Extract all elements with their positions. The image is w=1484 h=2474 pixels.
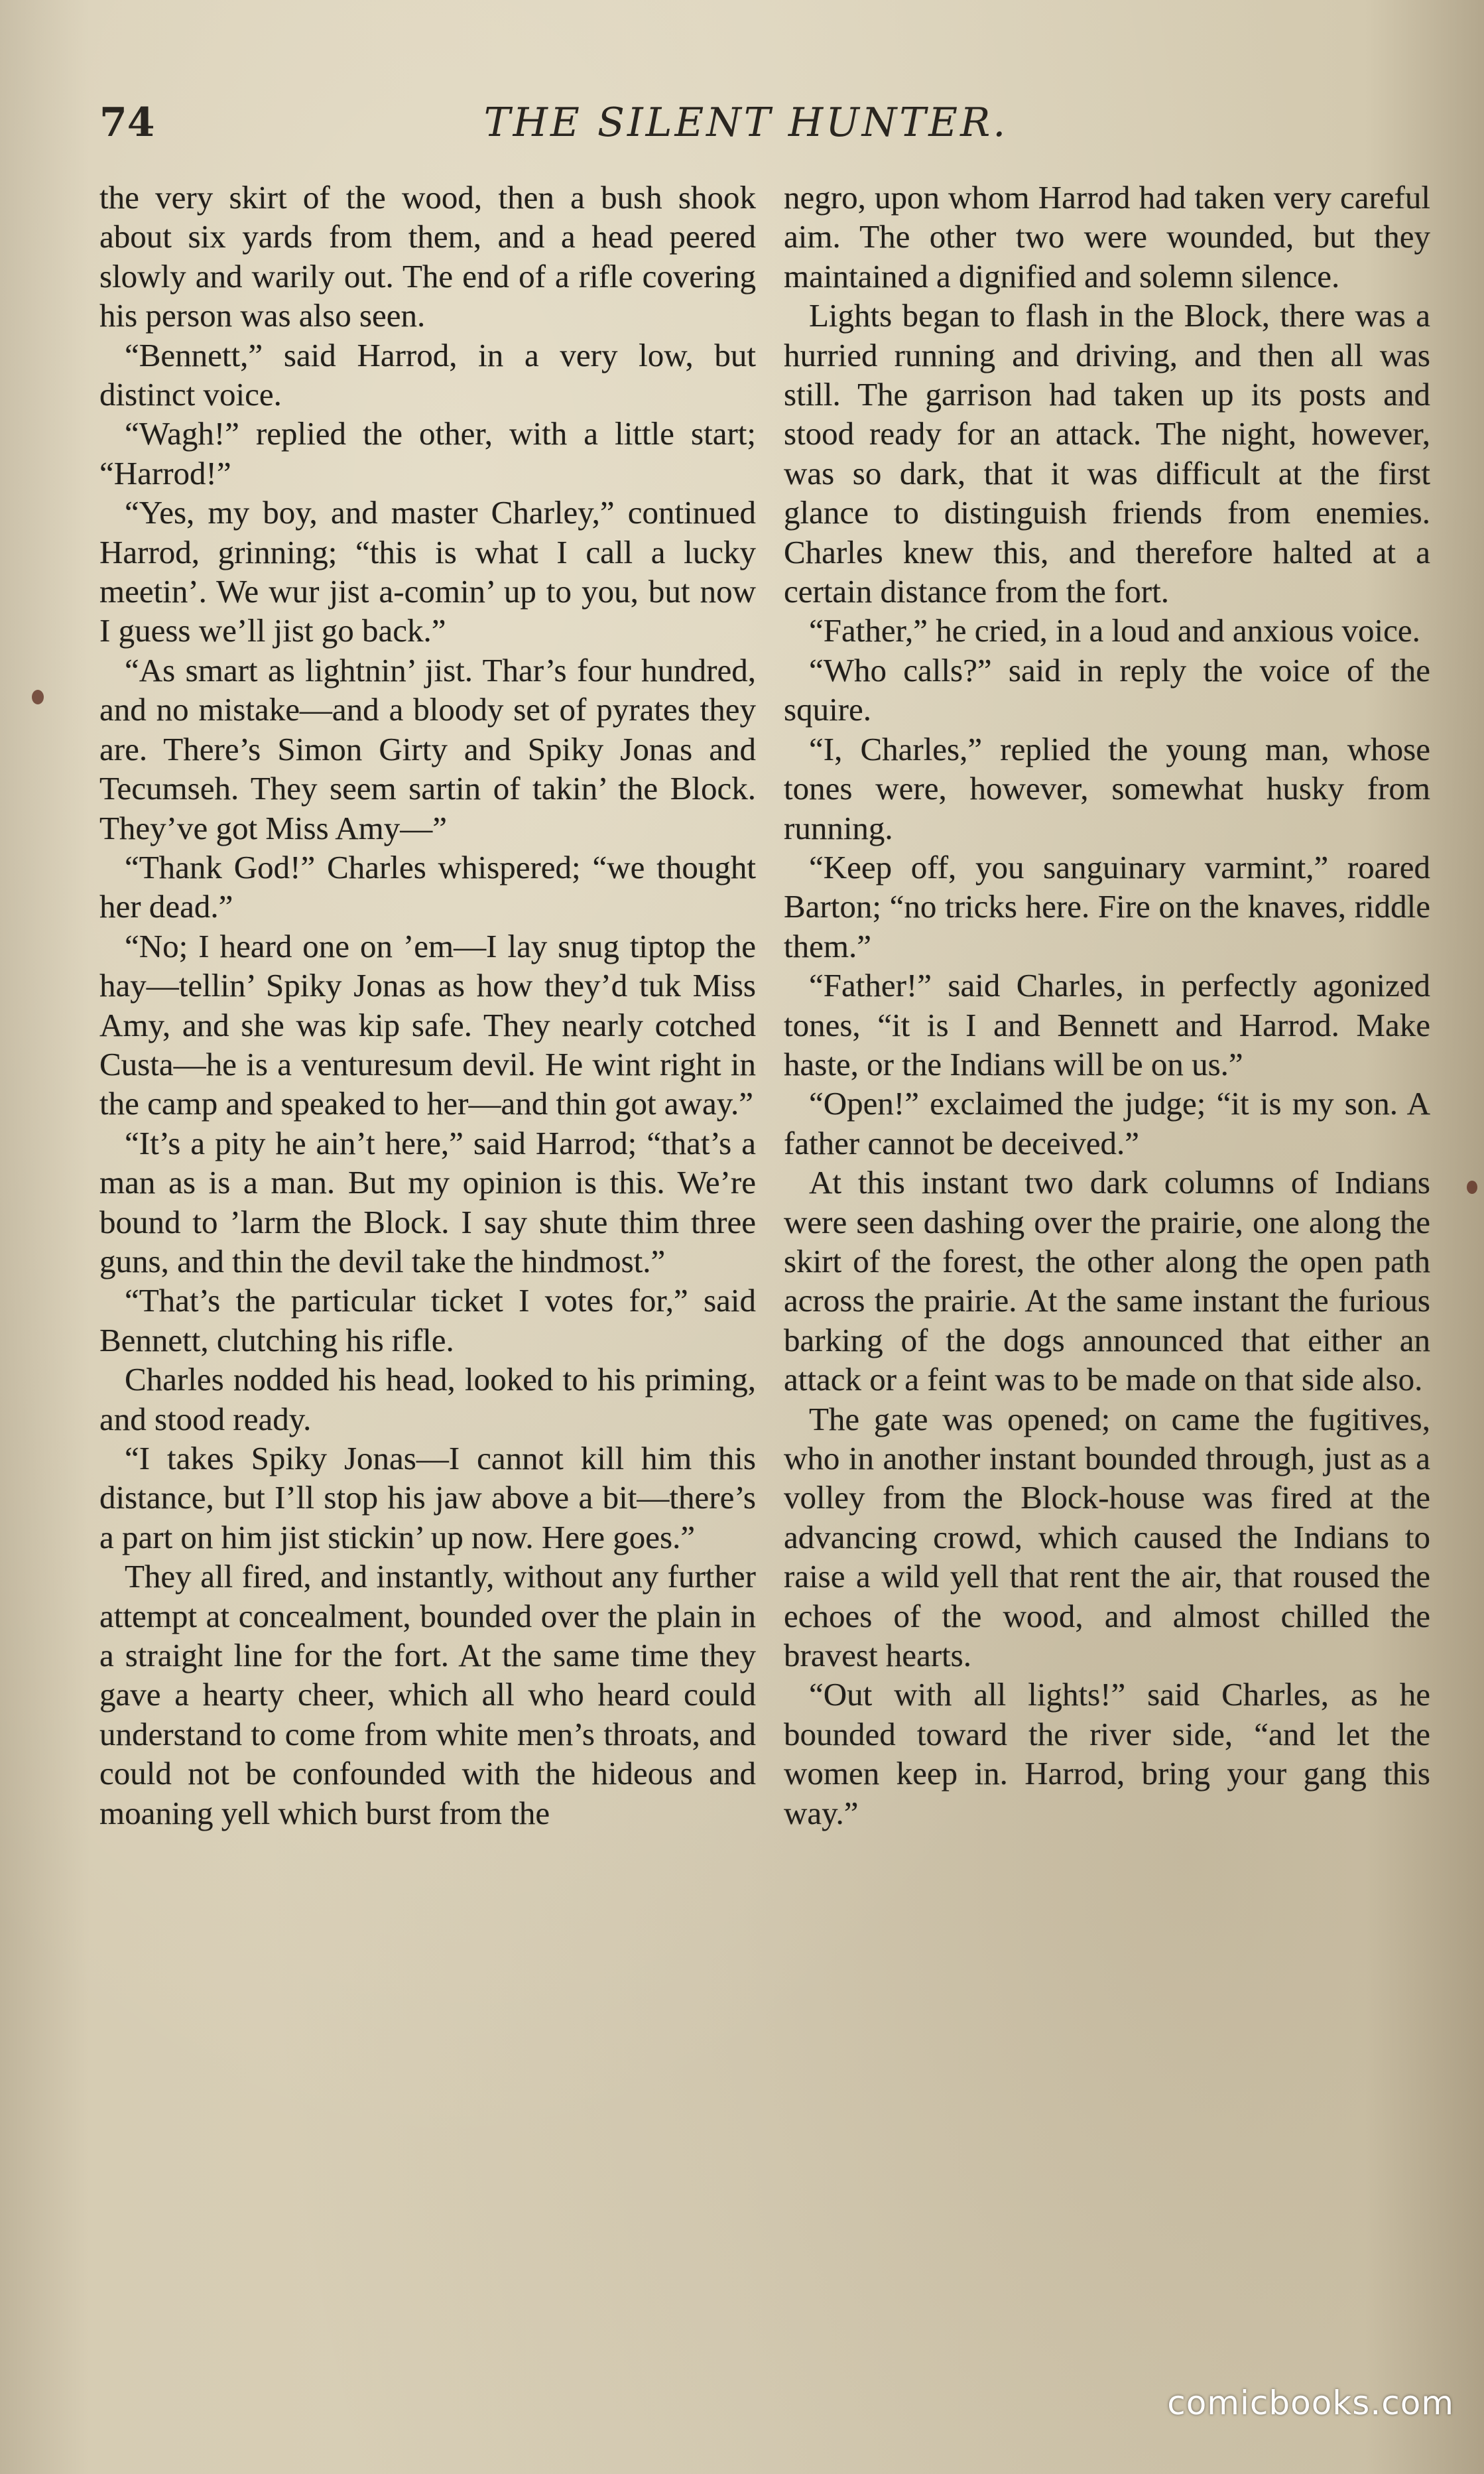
left-column bbox=[99, 178, 756, 1833]
paragraph: “Out with all lights!” said Charles, as he bounded toward the river side, “and let the women keep in. Harrod, bring your gang this way.” bbox=[784, 1676, 1430, 1831]
paragraph: “I takes Spiky Jonas—I cannot kill him this distance, but I’ll stop his jaw above a bit—there’s a part on him jist stickin’ up now. Here goes.” bbox=[99, 1440, 756, 1555]
paragraph: negro, upon whom Harrod had taken very careful aim. The other two were wounded, but they maintained a dignified and solemn silence. bbox=[784, 179, 1430, 294]
paragraph: “It’s a pity he ain’t here,” said Harrod; “that’s a man as is a man. But my opinion is this. We’re bound to ’larm the Block. I say shute thim three guns, and thin the devil take the hindmost.” bbox=[99, 1124, 756, 1279]
paragraph: “As smart as lightnin’ jist. Thar’s four hundred, and no mistake—and a bloody set of pyrates they are. There’s Simon Girty and Spiky Jonas and Tecumseh. They seem sartin of takin’ the Block. They’ve got Miss Amy—” bbox=[99, 651, 756, 846]
paragraph: Charles nodded his head, looked to his priming, and stood ready. bbox=[99, 1361, 756, 1437]
paragraph: the very skirt of the wood, then a bush shook about six yards from them, and a head peered slowly and warily out. The end of a rifle covering his person was also seen. bbox=[99, 179, 756, 334]
paragraph: “Bennett,” said Harrod, in a very low, but distinct voice. bbox=[99, 336, 756, 413]
paragraph: “Thank God!” Charles whispered; “we thought her dead.” bbox=[99, 848, 756, 925]
page-header bbox=[99, 99, 1392, 153]
paragraph: The gate was opened; on came the fugitives, who in another instant bounded through, just as a volley from the Block-house was fired at the advancing crowd, which caused the Indians to raise a wild yell that rent the air, that roused the echoes of the wood, and almost chilled the bravest hearts. bbox=[784, 1400, 1430, 1674]
running-title: THE SILENT HUNTER. bbox=[483, 99, 1009, 146]
paragraph: “I, Charles,” replied the young man, whose tones were, however, somewhat husky from running. bbox=[784, 730, 1430, 846]
paragraph: “Father!” said Charles, in perfectly agonized tones, “it is I and Bennett and Harrod. Make haste, or the Indians will be on us.” bbox=[784, 967, 1430, 1082]
paragraph: At this instant two dark columns of Indians were seen dashing over the prairie, one along the skirt of the forest, the other along the open path across the prairie. At the same instant the furious barking of the dogs announced that either an attack or a feint was to be made on that side also. bbox=[784, 1164, 1430, 1398]
paragraph: Lights began to flash in the Block, there was a hurried running and driving, and then all was still. The garrison had taken up its posts and stood ready for an attack. The night, however, was so dark, that it was difficult at the first glance to distinguish friends from enemies. Charles knew this, and therefore halted at a certain distance from the fort. bbox=[784, 297, 1430, 610]
paragraph: “Wagh!” replied the other, with a little start; “Harrod!” bbox=[99, 415, 756, 491]
paragraph: “No; I heard one on ’em—I lay snug tiptop the hay—tellin’ Spiky Jonas as how they’d tuk Miss Amy, and she was kip safe. They nearly cotched Custa—he is a venturesum devil. He wint right in the camp and speaked to her—and thin got away.” bbox=[99, 927, 756, 1122]
paragraph: “Yes, my boy, and master Charley,” continued Harrod, grinning; “this is what I call a lucky meetin’. We wur jist a-comin’ up to you, but now I guess we’ll jist go back.” bbox=[99, 494, 756, 649]
paragraph: “Open!” exclaimed the judge; “it is my son. A father cannot be deceived.” bbox=[784, 1085, 1430, 1161]
paragraph: They all fired, and instantly, without any further attempt at concealment, bounded over the plain in a straight line for the fort. At the same time they gave a hearty cheer, which all who heard could understand to come from white men’s throats, and could not be confounded with the hideous and moaning yell which burst from the bbox=[99, 1558, 756, 1831]
paper-stain bbox=[1467, 1181, 1477, 1194]
right-column bbox=[784, 178, 1430, 1833]
page-number: 74 bbox=[99, 99, 155, 146]
paragraph: “Who calls?” said in reply the voice of the squire. bbox=[784, 651, 1430, 728]
paper-stain bbox=[32, 690, 44, 704]
paragraph: “That’s the particular ticket I votes for,” said Bennett, clutching his rifle. bbox=[99, 1282, 756, 1358]
paragraph: “Father,” he cried, in a loud and anxious voice. bbox=[809, 612, 1420, 649]
paragraph: “Keep off, you sanguinary varmint,” roared Barton; “no tricks here. Fire on the knaves, riddle them.” bbox=[784, 848, 1430, 964]
watermark: comicbooks.com bbox=[1167, 2384, 1454, 2422]
